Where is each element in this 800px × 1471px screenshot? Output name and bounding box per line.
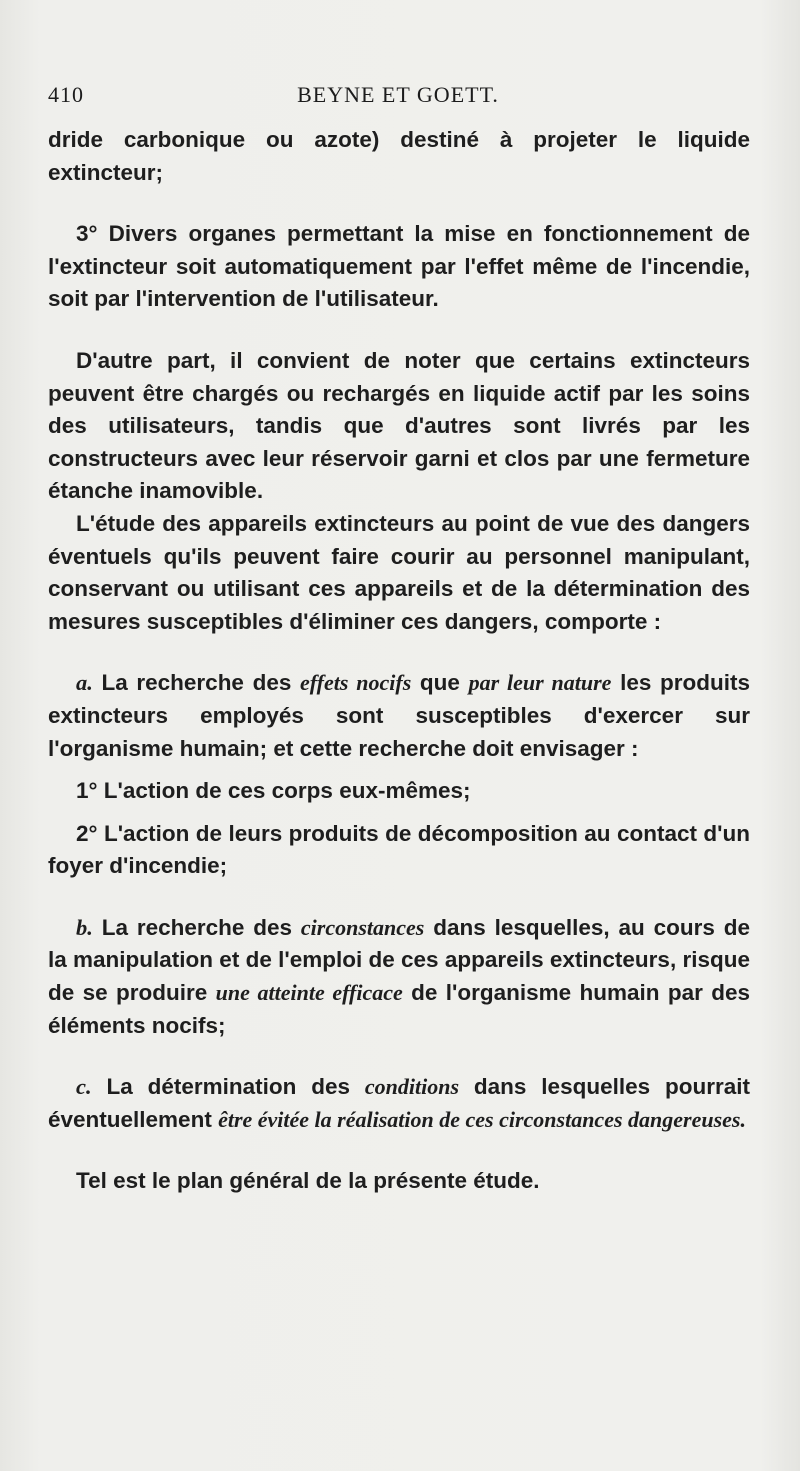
paragraph-conclusion: Tel est le plan général de la présente étude. <box>76 1168 540 1194</box>
text-run: que <box>411 670 469 696</box>
emphasis-text: conditions <box>364 1074 460 1100</box>
item-letter-b: b. <box>76 914 93 940</box>
text-run: les produits extincteurs employés sont susceptibles d'exercer sur l'organisme humain; et cette recherche doit envisager : <box>48 670 750 761</box>
item-letter-a: a. <box>76 670 93 696</box>
body-text <box>48 124 750 1198</box>
emphasis-text: une atteinte efficace <box>215 980 403 1006</box>
paragraph-item-3: 3° Divers organes permettant la mise en fonctionnement de l'extincteur soit automatiquement par l'effet même de l'incendie, soit par l'intervention de l'utilisateur. <box>48 221 750 312</box>
running-head: BEYNE ET GOETT. <box>297 82 499 107</box>
text-run: La détermination des <box>91 1074 365 1100</box>
text-run: La recherche des <box>92 914 301 940</box>
emphasis-text: par leur nature <box>468 670 612 696</box>
emphasis-text: circonstances <box>300 914 425 940</box>
paragraph-other-part: D'autre part, il convient de noter que certains extincteurs peuvent être chargés ou rechargés en liquide actif par les soins des utilisateurs, tandis que d'autres sont livrés par les constructeurs avec leur réservoir garni et clos par une fermeture étanche inamovible. <box>48 347 750 504</box>
paragraph-item-a <box>48 667 750 765</box>
paragraph-item-b <box>48 912 750 1042</box>
paragraph-sub-2: 2° L'action de leurs produits de décomposition au contact d'un foyer d'incendie; <box>48 820 750 879</box>
text-run: dans lesquelles, au cours de la manipulation et de l'emploi de ces appareils extincteurs, risque de se produire <box>48 914 750 1006</box>
emphasis-text: effets nocifs <box>299 670 412 696</box>
item-letter-c: c. <box>76 1074 92 1100</box>
page-number: 410 <box>48 82 84 107</box>
text-run: dans lesquelles pourrait éventuellement <box>48 1074 750 1132</box>
page-header <box>48 82 748 116</box>
paragraph-item-c <box>48 1071 750 1136</box>
text-run: de l'organisme humain par des éléments nocifs; <box>48 980 751 1038</box>
emphasis-text: être évitée la réalisation de ces circonstances dangereuses. <box>218 1106 746 1132</box>
paragraph-continuation: dride carbonique ou azote) destiné à projeter le liquide extincteur; <box>48 127 750 185</box>
text-run: La recherche des <box>92 670 300 696</box>
paragraph-sub-1: 1° L'action de ces corps eux-mêmes; <box>76 778 471 804</box>
paragraph-study: L'étude des appareils extincteurs au point de vue des dangers éventuels qu'ils peuvent faire courir au personnel manipulant, conservant ou utilisant ces appareils et de la détermination des mesures susceptibles d'éliminer ces dangers, comporte : <box>48 510 750 634</box>
